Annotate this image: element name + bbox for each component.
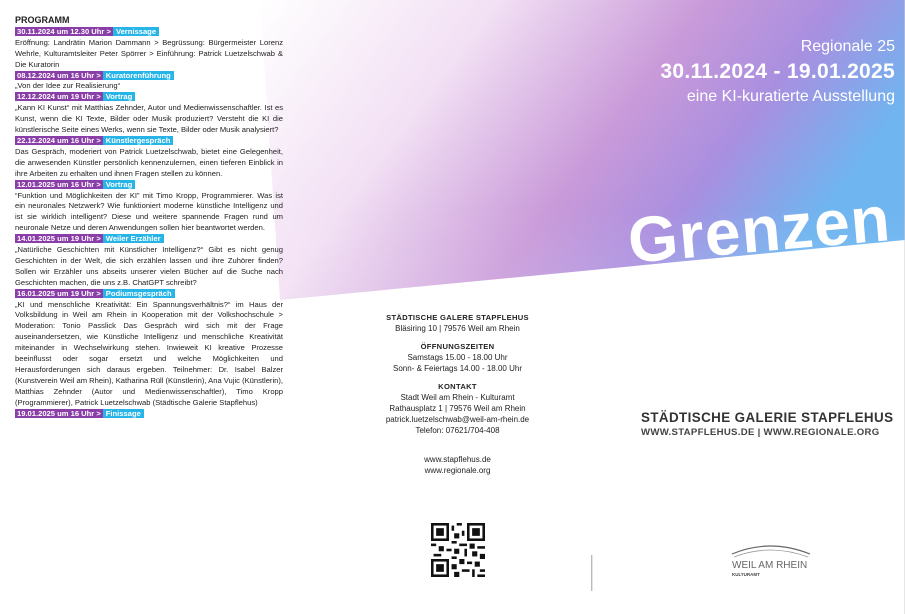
program-event [15,27,283,71]
event-date: 12.01.2025 um 16 Uhr > [17,179,101,189]
event-date: 12.12.2024 um 19 Uhr > [17,92,101,102]
event-date: 08.12.2024 um 16 Uhr > [17,70,101,80]
hours-heading: ÖFFNUNGSZEITEN [420,342,495,351]
event-date: 19.01.2025 um 16 Uhr > [17,408,101,418]
event-date: 14.01.2025 um 19 Uhr > [17,234,101,244]
event-type: Kuratorenführung [103,71,174,80]
event-type: Vernissage [113,27,159,36]
program-event [15,289,283,409]
event-tag [15,136,176,146]
hero-dates: 30.11.2024 - 19.01.2025 [660,60,895,83]
event-description: „Von der Idee zur Realisierung“ [15,81,121,91]
event-date: 30.11.2024 um 12.30 Uhr > [17,26,111,36]
event-description: “Funktion und Möglichkeiten der KI” mit Timo Kropp, Programmierer. Was ist ein neuronales Netzwerk? Wie funktioniert moderne künstliche Intelligenz und ist sie wirklich intelligent? Diese und weitere spannende Fragen rund um neuronale Netze und deren Anwendungen sollen hier beantwortet werden. [15,190,283,233]
hero-block [660,38,895,106]
program-event [15,71,283,93]
website-link[interactable]: www.regionale.org [424,466,491,475]
event-description: Das Gespräch, moderiert von Patrick Luetzelschwab, bietet eine Gelegenheit, die anwesenden Künstler persönlich kennenzulernen, einen tieferen Einblick in ihre Arbeiten zu erhalten und ihnen Fragen stellen zu können. [15,146,283,178]
venue-address: Bläsiring 10 | 79576 Weil am Rhein [395,324,520,333]
info-column [335,312,580,476]
logo-name: WEIL AM RHEIN [732,560,808,571]
event-type: Künstlergespräch [103,136,174,145]
venue-heading: STÄDTISCHE GALERE STAPFLEHUS [386,313,529,322]
program-column [15,15,283,420]
event-tag [15,27,162,37]
weil-am-rhein-logo-icon [730,540,812,580]
event-type: Finissage [103,409,144,418]
event-tag [15,234,167,244]
hero-tagline: eine KI-kuratierte Ausstellung [686,88,895,105]
hours-line: Sonn- & Feiertags 14.00 - 18.00 Uhr [393,364,522,373]
event-tag [15,289,178,299]
contact-line: Stadt Weil am Rhein - Kulturamt [400,393,515,402]
program-event [15,180,283,235]
contact-heading: KONTAKT [438,382,477,391]
event-list [15,27,283,420]
gallery-name: STÄDTISCHE GALERIE STAPFLEHUS [641,410,894,425]
event-type: Vortrag [103,92,135,101]
website-link[interactable]: www.stapflehus.de [424,455,491,464]
event-description: „Kann KI Kunst“ mit Matthias Zehnder, Autor und Medienwissenschaftler. Ist es Kunst, wenn die KI Texte, Bilder oder Musik produziert? Versteht die KI die künstlerische Seite eines Werks, wenn sie Texte, Bilder oder Musik analysiert? [15,103,283,135]
event-tag [15,92,138,102]
event-description: „KI und menschliche Kreativität: Ein Spannungsverhältnis?“ im Haus der Volksbildung in Weil am Rhein in Kooperation mit der Volkshochschule > Moderation: Tonio Passlick Das Gespräch wird sich mit der Frage auseinandersetzen, wie Künstliche Intelligenz und menschliche Kreativität miteinander in Wechselwirkung stehen. Inwieweit KI kreative Prozesse beeinflusst oder sogar ersetzt und welche Möglichkeiten und Herausforderungen sich daraus ergeben. Teilnehmer: Dr. Isabel Balzer (Kunstverein Weil am Rhein), Katharina Rüll (Künstlerin), Ana Vujic (Künstlerin), Matthias Zehnder (Autor und Medienwissenschaftler), Timo Kropp (Programmierer), Patrick Luetzelschwab (Städtische Galerie Stapflehus) [15,299,284,407]
event-description: Eröffnung: Landrätin Marion Dammann > Begrüssung: Bürgermeister Lorenz Wehrle, Kulturamtsleiter Peter Spörrer > Einführung: Patrick Luetzelschwab & Die Kuratorin [15,37,283,69]
event-tag [15,71,177,81]
hero-subtitle: Regionale 25 [800,38,895,55]
program-event [15,234,283,289]
event-tag [15,180,138,190]
event-date: 22.12.2024 um 16 Uhr > [17,135,101,145]
contact-email[interactable]: patrick.luetzelschwab@weil-am-rhein.de [385,415,530,424]
program-event [15,409,283,420]
program-title: PROGRAMM [15,15,70,25]
event-type: Podiumsgespräch [103,289,175,298]
print-marker-icon [589,555,595,591]
gallery-urls[interactable]: WWW.STAPFLEHUS.DE | WWW.REGIONALE.ORG [641,427,880,438]
hours-line: Samstags 15.00 - 18.00 Uhr [407,353,508,362]
program-event [15,136,283,180]
contact-phone: Telefon: 07621/704-408 [415,426,500,435]
event-type: Vortrag [103,180,135,189]
event-tag [15,409,147,419]
event-type: Weiler Erzähler [103,234,164,243]
event-description: „Natürliche Geschichten mit Künstlicher Intelligenz?“ Gibt es nicht genug Geschichten in der Welt, die sich erzählen lassen und ihre Zuhörer finden? Sollen wir Erzähler uns abseits unserer vielen Bücher auf die Suche nach Geschichten machen, die uns z.B. ChatGPT schreibt? [15,245,283,287]
program-event [15,92,283,136]
qr-code-icon [431,523,485,577]
contact-line: Rathausplatz 1 | 79576 Weil am Rhein [389,404,526,413]
event-date: 16.01.2025 um 19 Uhr > [17,288,101,298]
gallery-block [641,410,893,438]
logo-sub: KULTURAMT [732,572,760,577]
title-word: Grenzen [625,182,894,277]
